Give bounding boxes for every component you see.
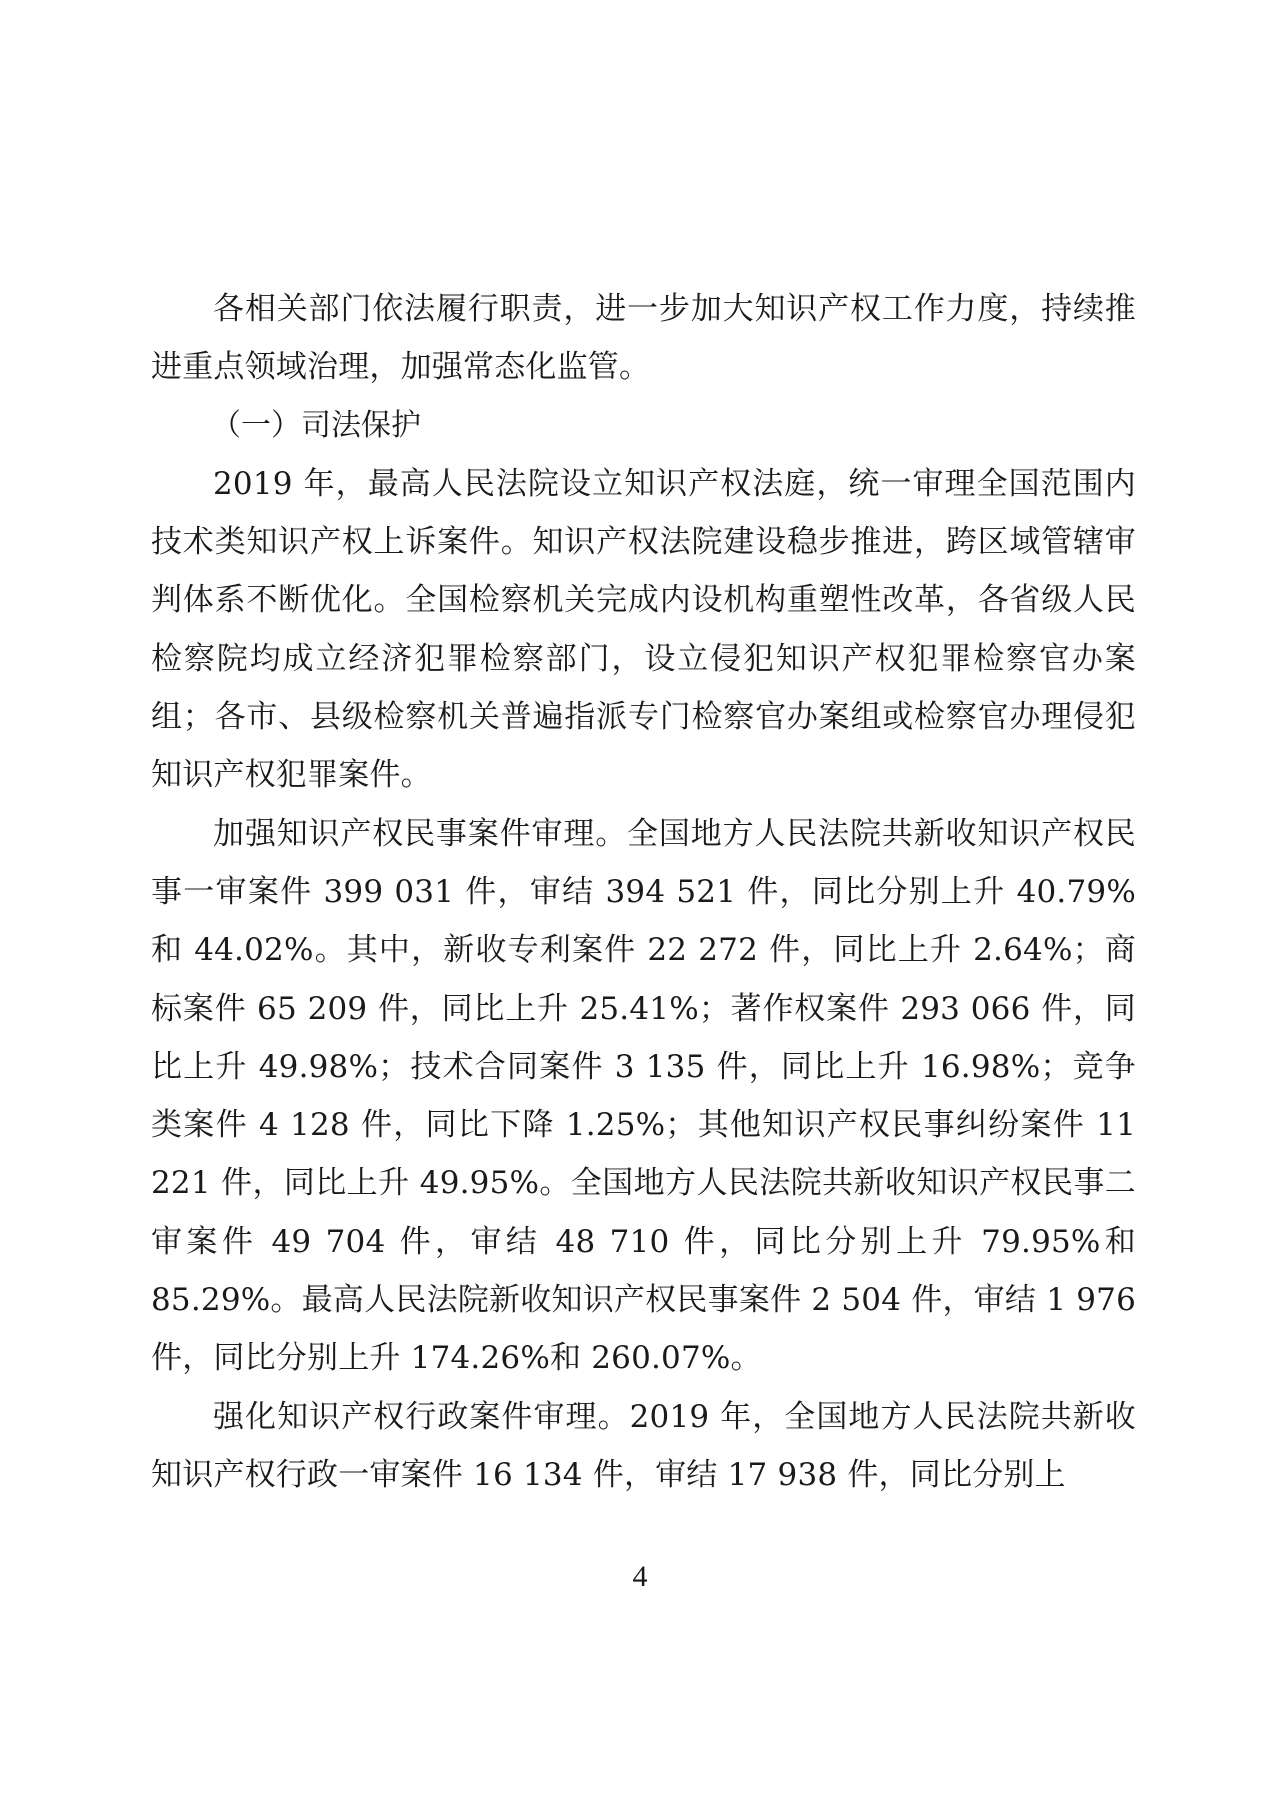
- page-number: 4: [632, 1560, 648, 1593]
- page-body: [151, 280, 1136, 1504]
- paragraph-court-reform: 2019 年，最高人民法院设立知识产权法庭，统一审理全国范围内技术类知识产权上诉案件。知识产权法院建设稳步推进，跨区域管辖审判体系不断优化。全国检察机关完成内设机构重塑性改革，各省级人民检察院均成立经济犯罪检察部门，设立侵犯知识产权犯罪检察官办案组；各市、县级检察机关普遍指派专门检察官办案组或检察官办理侵犯知识产权犯罪案件。: [151, 465, 1136, 794]
- paragraph-administrative-cases: 强化知识产权行政案件审理。2019 年，全国地方人民法院共新收知识产权行政一审案件 16 134 件，审结 17 938 件，同比分别上: [151, 1398, 1136, 1493]
- paragraph-civil-cases: 加强知识产权民事案件审理。全国地方人民法院共新收知识产权民事一审案件 399 031 件，审结 394 521 件，同比分别上升 40.79%和 44.02%。其中，新收专利案件 22 272 件，同比上升 2.64%；商标案件 65 209 件，同比上升 25.41%；著作权案件 293 066 件，同比上升 49.98%；技术合同案件 3 135 件，同比上升 16.98%；竞争类案件 4 128 件，同比下降 1.25%；其他知识产权民事纠纷案件 11 221 件，同比上升 49.95%。全国地方人民法院共新收知识产权民事二审案件 49 704 件，审结 48 710 件，同比分别上升 79.95%和 85.29%。最高人民法院新收知识产权民事案件 2 504 件，审结 1 976 件，同比分别上升 174.26%和 260.07%。: [151, 815, 1136, 1377]
- section-heading-judicial-protection: （一）司法保护: [211, 407, 421, 443]
- paragraph-intro: 各相关部门依法履行职责，进一步加大知识产权工作力度，持续推进重点领域治理，加强常态化监管。: [151, 291, 1136, 386]
